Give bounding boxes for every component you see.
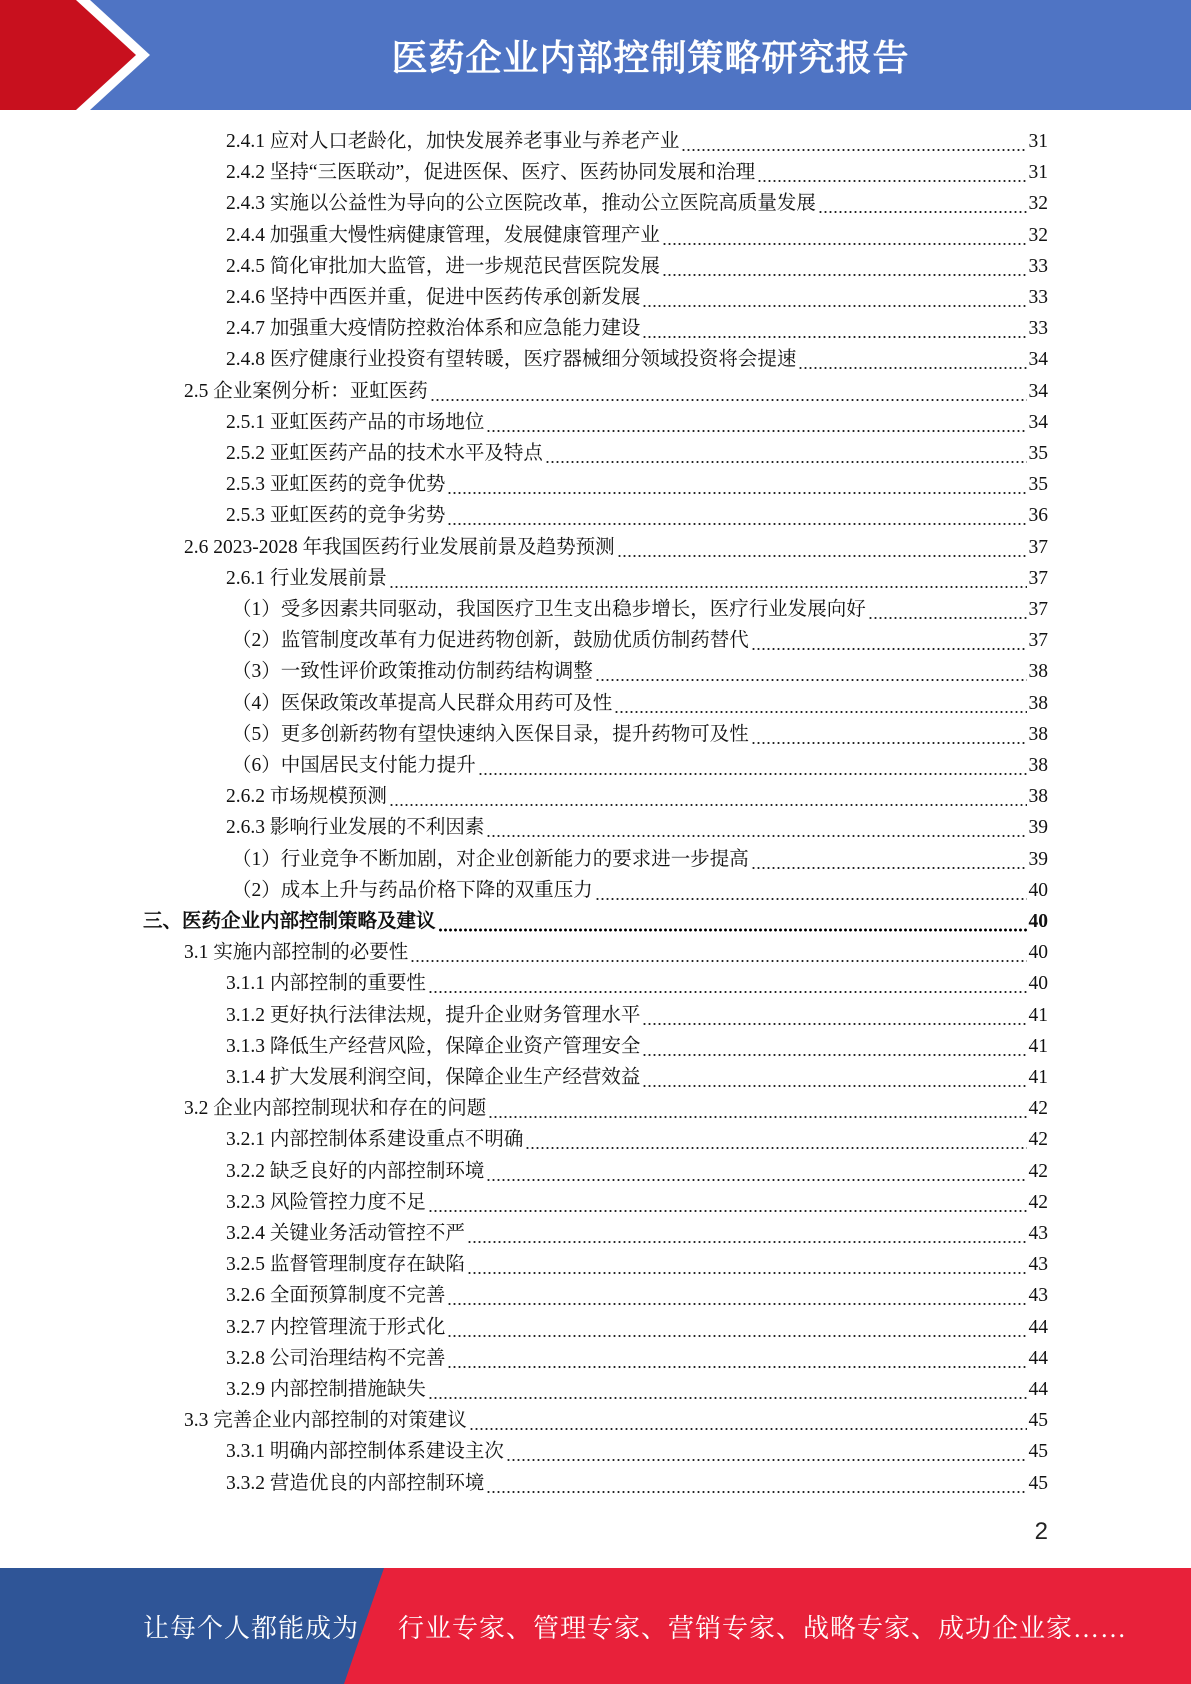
toc-dot-leader (469, 1405, 1027, 1436)
toc-entry-title: 3.2.8 公司治理结构不完善 (226, 1347, 446, 1369)
toc-dot-leader (681, 126, 1026, 157)
toc-dot-leader (642, 282, 1026, 313)
toc-dot-leader (447, 1280, 1026, 1311)
toc-entry-page: 43 (1028, 1254, 1048, 1276)
toc-entry[interactable] (143, 906, 1048, 937)
toc-entry[interactable] (226, 781, 1048, 812)
toc-entry-page: 44 (1028, 1347, 1048, 1369)
toc-entry-title: 2.4.1 应对人口老龄化，加快发展养老事业与养老产业 (226, 131, 680, 152)
toc-entry[interactable] (232, 750, 1048, 781)
toc-entry[interactable] (226, 469, 1048, 500)
header-chevron-icon (0, 0, 160, 110)
toc-entry[interactable] (226, 1468, 1048, 1499)
toc-entry-page: 44 (1028, 1316, 1048, 1338)
toc-entry-title: 2.4.5 简化审批加大监管，进一步规范民营医院发展 (226, 255, 660, 277)
toc-entry-title: 3.3.1 明确内部控制体系建设主次 (226, 1441, 504, 1463)
toc-entry-title: 3.3.2 营造优良的内部控制环境 (226, 1472, 485, 1494)
toc-entry-page: 42 (1028, 1160, 1048, 1182)
toc-entry-page: 38 (1028, 661, 1048, 683)
toc-dot-leader (751, 844, 1027, 875)
toc-entry[interactable] (226, 1124, 1048, 1155)
toc-entry-title: 3.2.1 内部控制体系建设重点不明确 (226, 1129, 524, 1151)
toc-entry-title: 2.4.3 实施以公益性为导向的公立医院改革，推动公立医院高质量发展 (226, 193, 816, 215)
toc-dot-leader (389, 781, 1027, 812)
toc-dot-leader (662, 220, 1027, 251)
toc-dot-leader (545, 438, 1027, 469)
toc-dot-leader (447, 1312, 1026, 1343)
toc-entry[interactable] (226, 126, 1048, 157)
toc-entry[interactable] (226, 220, 1048, 251)
toc-entry-page: 38 (1028, 692, 1048, 714)
toc-entry-title: （1）受多因素共同驱动，我国医疗卫生支出稳步增长，医疗行业发展向好 (232, 599, 866, 620)
toc-entry-title: 3.2.5 监督管理制度存在缺陷 (226, 1254, 465, 1276)
toc-dot-leader (488, 1093, 1026, 1124)
toc-dot-leader (447, 500, 1026, 531)
page-title: 医药企业内部控制策略研究报告 (391, 36, 910, 78)
toc-entry-page: 43 (1028, 1223, 1048, 1244)
toc-entry-page: 38 (1028, 786, 1048, 808)
toc-entry[interactable] (226, 1031, 1048, 1062)
toc-entry-page: 35 (1028, 474, 1048, 496)
toc-dot-leader (868, 594, 1027, 625)
toc-dot-leader (486, 1156, 1026, 1187)
toc-entry-title: （3）一致性评价政策推动仿制药结构调整 (232, 661, 593, 683)
toc-entry-page: 38 (1028, 723, 1048, 745)
toc-entry-page: 31 (1028, 131, 1048, 152)
toc-entry-page: 33 (1028, 318, 1048, 340)
toc-entry-title: 2.5.3 亚虹医药的竞争劣势 (226, 505, 446, 527)
toc-entry-title: 3.1.2 更好执行法律法规，提升企业财务管理水平 (226, 1004, 641, 1026)
toc-entry-page: 43 (1028, 1285, 1048, 1307)
toc-dot-leader (447, 469, 1026, 500)
toc-entry-page: 34 (1028, 411, 1048, 433)
toc-entry[interactable] (184, 1093, 1048, 1124)
toc-entry[interactable] (226, 1374, 1048, 1405)
toc-entry[interactable] (226, 407, 1048, 438)
toc-entry-page: 31 (1028, 162, 1048, 184)
toc-entry-title: （6）中国居民支付能力提升 (232, 755, 476, 776)
toc-entry-page: 34 (1028, 349, 1048, 371)
toc-entry[interactable] (226, 157, 1048, 188)
toc-entry-page: 45 (1028, 1410, 1048, 1432)
toc-entry-title: 2.4.6 坚持中西医并重，促进中医药传承创新发展 (226, 287, 641, 308)
toc-entry[interactable] (232, 844, 1048, 875)
toc-entry-page: 42 (1028, 1191, 1048, 1213)
toc-entry-page: 40 (1028, 879, 1048, 901)
toc-entry[interactable] (226, 1343, 1048, 1374)
toc-entry[interactable] (232, 719, 1048, 750)
toc-entry[interactable] (226, 344, 1048, 375)
toc-dot-leader (428, 1187, 1027, 1218)
toc-entry-title: 3.1.4 扩大发展利润空间，保障企业生产经营效益 (226, 1067, 641, 1088)
toc-dot-leader (389, 563, 1027, 594)
toc-entry-page: 38 (1028, 755, 1048, 776)
toc-entry-title: 2.6 2023-2028 年我国医药行业发展前景及趋势预测 (184, 536, 615, 558)
toc-entry[interactable] (226, 1280, 1048, 1311)
toc-entry[interactable] (226, 1249, 1048, 1280)
toc-entry-title: 2.6.1 行业发展前景 (226, 567, 387, 589)
toc-entry-page: 37 (1028, 599, 1048, 620)
toc-dot-leader (757, 157, 1026, 188)
toc-dot-leader (478, 750, 1027, 781)
toc-dot-leader (614, 688, 1026, 719)
toc-entry-page: 41 (1028, 1004, 1048, 1026)
toc-entry-title: 3.2.7 内控管理流于形式化 (226, 1316, 446, 1338)
toc-entry-title: 2.4.7 加强重大疫情防控救治体系和应急能力建设 (226, 318, 641, 340)
toc-entry[interactable] (226, 500, 1048, 531)
toc-entry-title: 2.5.2 亚虹医药产品的技术水平及特点 (226, 443, 543, 464)
page-footer (0, 1568, 1191, 1684)
toc-dot-leader (447, 1343, 1026, 1374)
toc-entry-title: 3.1 实施内部控制的必要性 (184, 942, 409, 964)
toc-entry-page: 32 (1028, 224, 1048, 246)
toc-entry[interactable] (226, 1000, 1048, 1031)
toc-dot-leader (642, 1000, 1026, 1031)
toc-entry-page: 33 (1028, 287, 1048, 308)
toc-entry-title: （4）医保政策改革提高人民群众用药可及性 (232, 692, 613, 714)
toc-dot-leader (617, 532, 1027, 563)
toc-entry[interactable] (226, 313, 1048, 344)
toc-entry[interactable] (184, 376, 1048, 407)
toc-entry[interactable] (232, 594, 1048, 625)
toc-entry[interactable] (232, 688, 1048, 719)
toc-dot-leader (486, 407, 1026, 438)
toc-entry[interactable] (232, 625, 1048, 656)
toc-entry-title: 2.4.2 坚持“三医联动”，促进医保、医疗、医药协同发展和治理 (226, 162, 756, 184)
toc-dot-leader (506, 1436, 1027, 1467)
toc-dot-leader (438, 906, 1027, 937)
toc-entry[interactable] (226, 188, 1048, 219)
toc-dot-leader (798, 344, 1026, 375)
toc-dot-leader (428, 1374, 1027, 1405)
toc-entry-page: 37 (1028, 567, 1048, 589)
toc-entry-title: （5）更多创新药物有望快速纳入医保目录，提升药物可及性 (232, 723, 749, 745)
toc-entry[interactable] (226, 251, 1048, 282)
toc-entry-page: 34 (1028, 380, 1048, 402)
toc-entry-title: （2）成本上升与药品价格下降的双重压力 (232, 879, 593, 901)
toc-entry[interactable] (226, 1218, 1048, 1249)
toc-entry-page: 39 (1028, 848, 1048, 870)
toc-dot-leader (818, 188, 1027, 219)
toc-entry-page: 35 (1028, 443, 1048, 464)
footer-slogan-right: 行业专家、管理专家、营销专家、战略专家、成功企业家…… (398, 1613, 1128, 1643)
toc-dot-leader (410, 937, 1026, 968)
toc-entry[interactable] (226, 563, 1048, 594)
toc-entry[interactable] (226, 1312, 1048, 1343)
toc-entry[interactable] (232, 875, 1048, 906)
toc-entry[interactable] (226, 1187, 1048, 1218)
toc-entry[interactable] (226, 1436, 1048, 1467)
toc-dot-leader (467, 1249, 1027, 1280)
toc-entry-title: 2.4.4 加强重大慢性病健康管理，发展健康管理产业 (226, 224, 660, 246)
toc-entry-page: 45 (1028, 1441, 1048, 1463)
toc-entry[interactable] (226, 1156, 1048, 1187)
toc-entry-title: 3.1.3 降低生产经营风险，保障企业资产管理安全 (226, 1035, 641, 1057)
toc-entry-page: 33 (1028, 255, 1048, 277)
toc-entry-title: 2.5 企业案例分析：亚虹医药 (184, 380, 428, 402)
toc-entry-title: （2）监管制度改革有力促进药物创新，鼓励优质仿制药替代 (232, 630, 749, 652)
toc-entry-page: 44 (1028, 1379, 1048, 1400)
toc-entry-page: 37 (1028, 536, 1048, 558)
toc-entry-title: 2.4.8 医疗健康行业投资有望转暖，医疗器械细分领域投资将会提速 (226, 349, 797, 371)
toc-entry-title: 3.2 企业内部控制现状和存在的问题 (184, 1098, 487, 1120)
toc-entry-title: 3.2.4 关键业务活动管控不严 (226, 1223, 465, 1244)
toc-dot-leader (430, 376, 1027, 407)
toc-entry-page: 32 (1028, 193, 1048, 215)
toc-entry-page: 39 (1028, 817, 1048, 839)
toc-dot-leader (662, 251, 1027, 282)
toc-entry[interactable] (184, 937, 1048, 968)
toc-dot-leader (642, 1062, 1026, 1093)
toc-dot-leader (595, 875, 1027, 906)
toc-entry[interactable] (232, 656, 1048, 687)
toc-entry[interactable] (226, 282, 1048, 313)
toc-entry-title: （1）行业竞争不断加剧，对企业创新能力的要求进一步提高 (232, 848, 749, 870)
toc-entry-title: 2.5.3 亚虹医药的竞争优势 (226, 474, 446, 496)
toc-dot-leader (486, 812, 1026, 843)
toc-entry[interactable] (226, 1062, 1048, 1093)
toc-entry-page: 42 (1028, 1098, 1048, 1120)
toc-entry-title: 3.1.1 内部控制的重要性 (226, 973, 426, 995)
toc-dot-leader (486, 1468, 1026, 1499)
toc-entry-page: 40 (1028, 942, 1048, 964)
toc-entry-page: 41 (1028, 1035, 1048, 1057)
page-number: 2 (1034, 1518, 1048, 1545)
toc-dot-leader (751, 719, 1027, 750)
footer-slogan-left: 让每个人都能成为 (143, 1613, 360, 1643)
toc-dot-leader (595, 656, 1027, 687)
toc-entry[interactable] (184, 532, 1048, 563)
toc-dot-leader (525, 1124, 1026, 1155)
toc-dot-leader (467, 1218, 1027, 1249)
toc-entry-title: 3.3 完善企业内部控制的对策建议 (184, 1410, 467, 1432)
toc-entry[interactable] (184, 1405, 1048, 1436)
toc-entry-page: 36 (1028, 505, 1048, 527)
toc-entry-title: 3.2.3 风险管控力度不足 (226, 1191, 426, 1213)
toc-entry-title: 2.6.3 影响行业发展的不利因素 (226, 817, 485, 839)
toc-entry-title: 2.5.1 亚虹医药产品的市场地位 (226, 411, 485, 433)
toc-entry-title: 3.2.9 内部控制措施缺失 (226, 1379, 426, 1400)
toc-dot-leader (642, 1031, 1026, 1062)
toc-entry[interactable] (226, 438, 1048, 469)
toc-entry-page: 41 (1028, 1067, 1048, 1088)
toc-entry-page: 45 (1028, 1472, 1048, 1494)
toc-entry-page: 42 (1028, 1129, 1048, 1151)
toc-entry-title: 3.2.6 全面预算制度不完善 (226, 1285, 446, 1307)
page-header (0, 0, 1191, 110)
toc-entry-title: 2.6.2 市场规模预测 (226, 786, 387, 808)
toc-entry[interactable] (226, 812, 1048, 843)
toc-entry-title: 三、医药企业内部控制策略及建议 (143, 911, 436, 932)
toc-entry-title: 3.2.2 缺乏良好的内部控制环境 (226, 1160, 485, 1182)
toc-dot-leader (428, 968, 1027, 999)
toc-entry[interactable] (226, 968, 1048, 999)
toc-dot-leader (751, 625, 1027, 656)
toc-dot-leader (642, 313, 1026, 344)
toc-entry-page: 40 (1028, 973, 1048, 995)
toc-entry-page: 40 (1028, 911, 1048, 932)
toc-entry-page: 37 (1028, 630, 1048, 652)
